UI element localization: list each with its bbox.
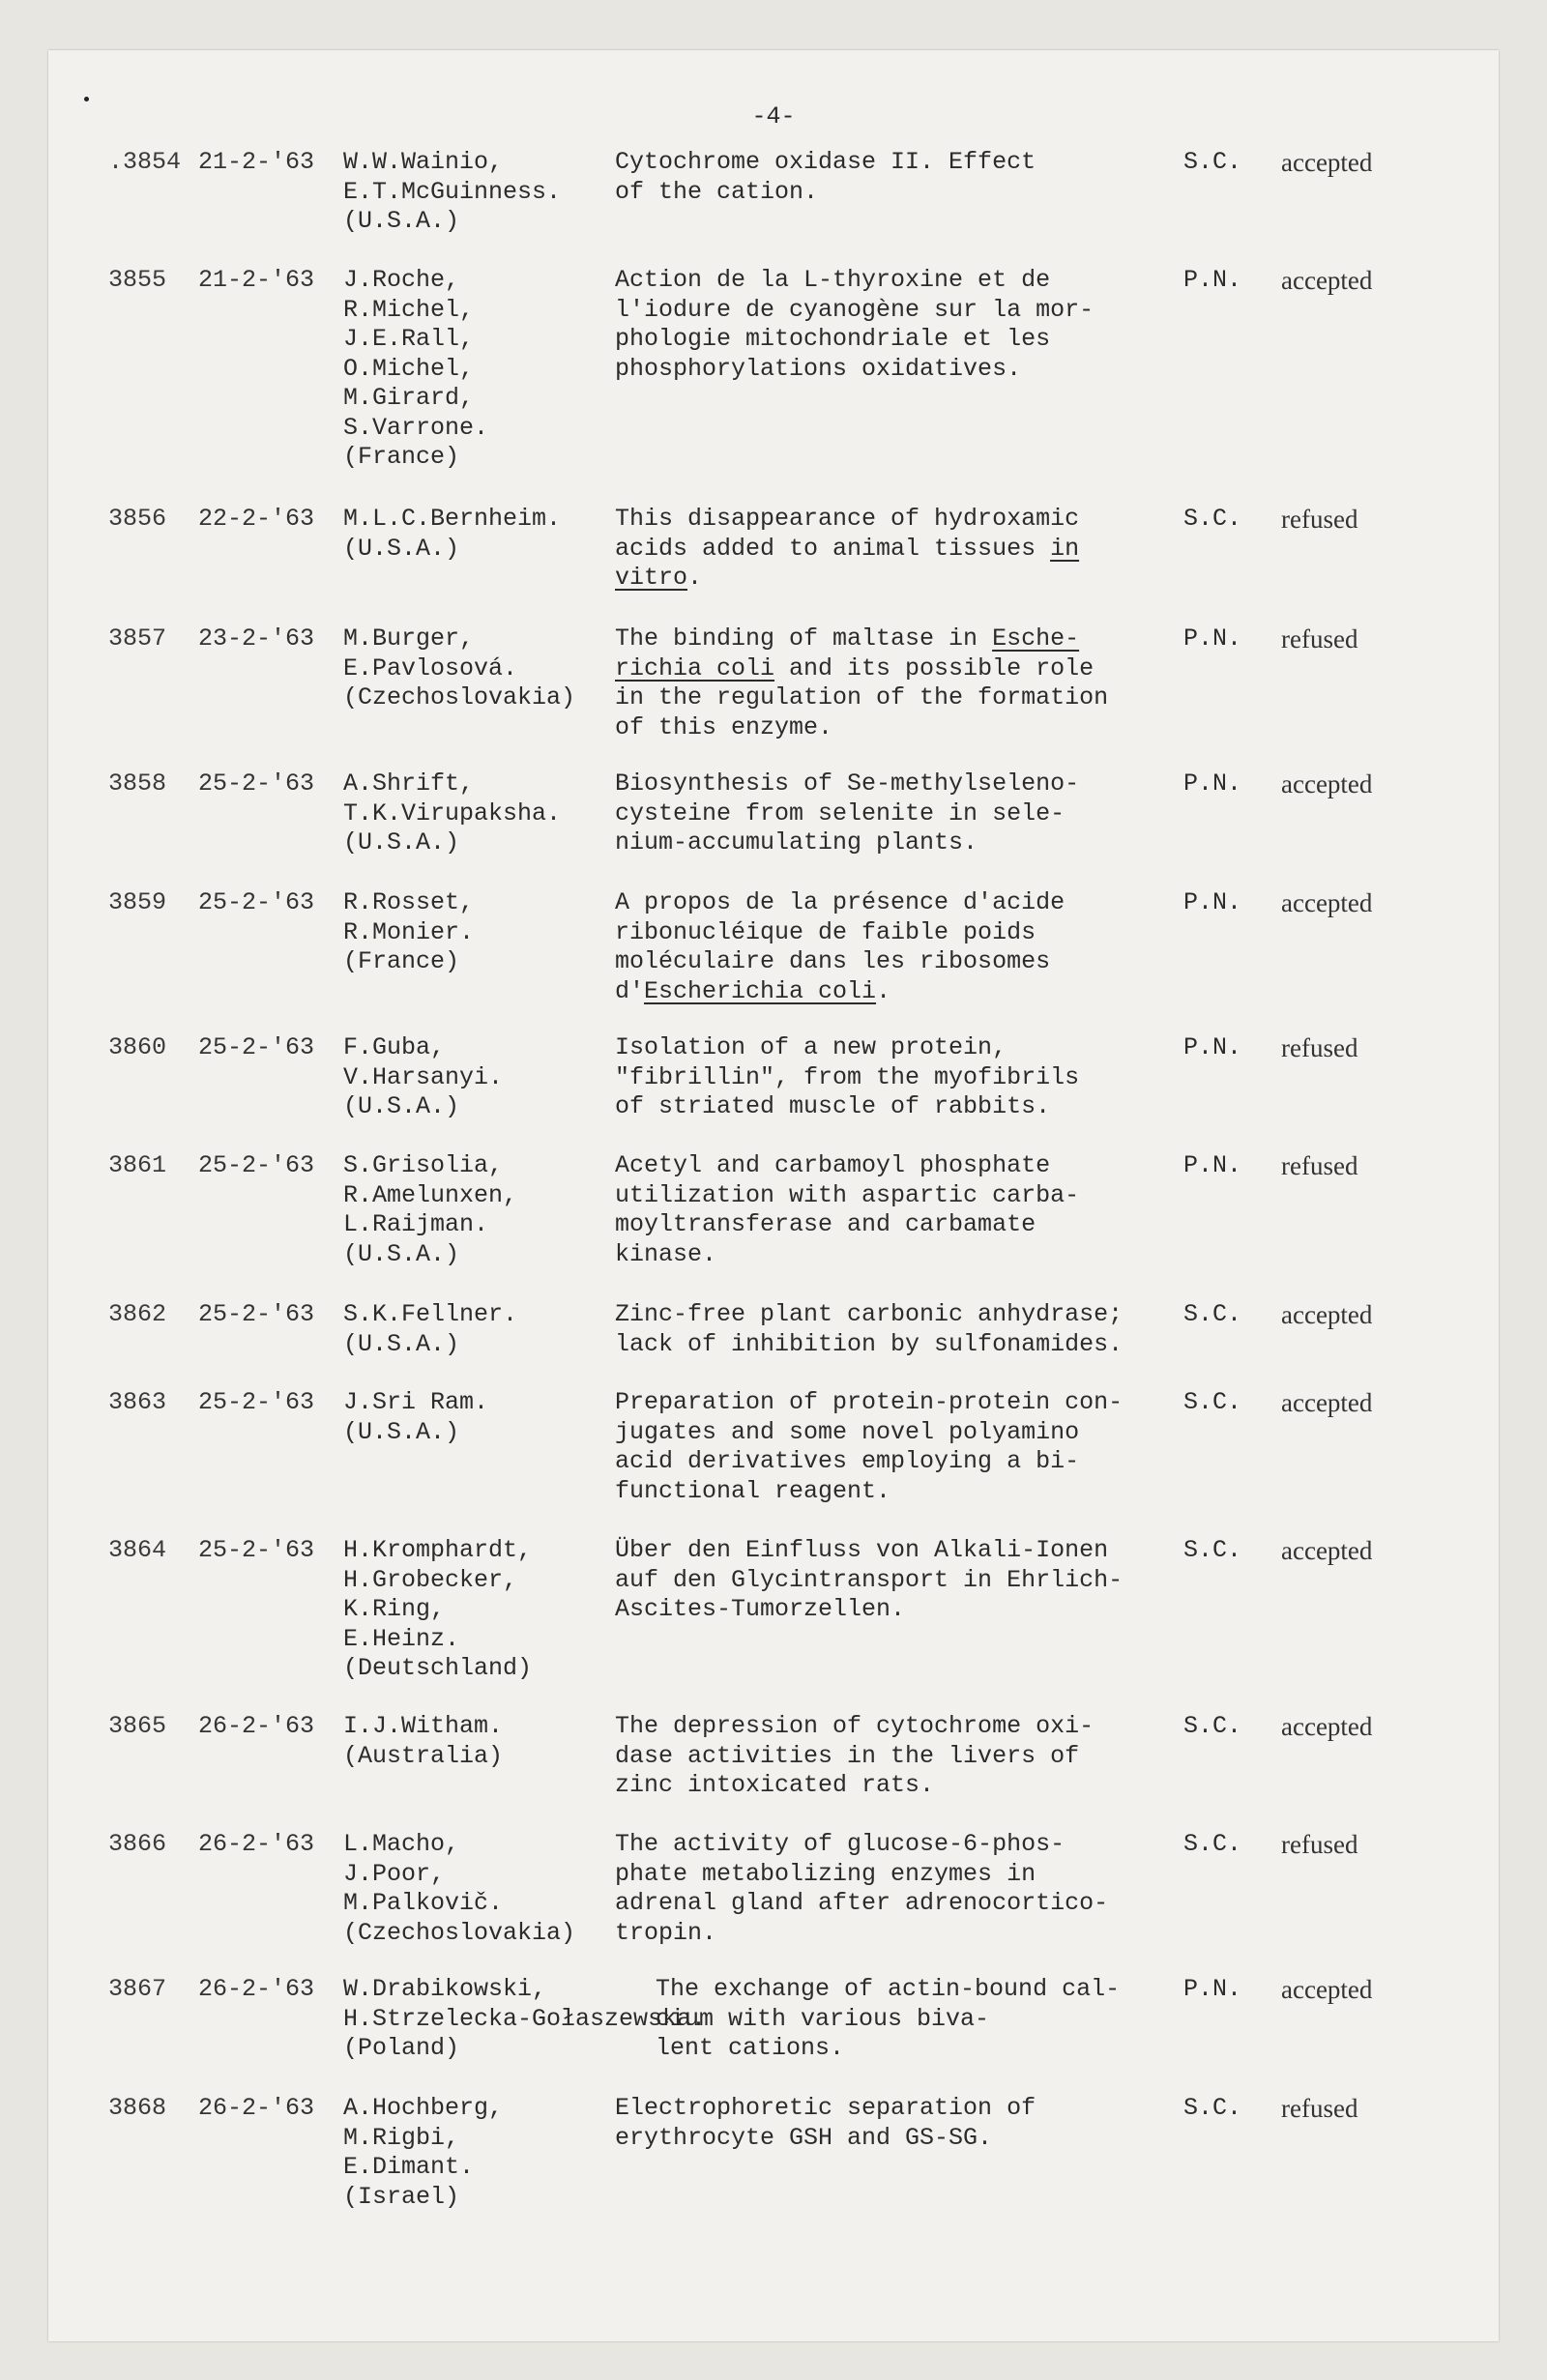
author-line: J.Roche, <box>343 266 460 294</box>
entry-date: 25-2-'63 <box>198 1151 315 1179</box>
title-line <box>615 1712 1176 1742</box>
title-line <box>615 1566 1176 1596</box>
title-line <box>615 769 1176 799</box>
author-line: H.Grobecker, <box>343 1565 518 1594</box>
entry-type: S.C. <box>1183 1300 1242 1328</box>
title-line <box>615 266 1176 296</box>
entry-date: 25-2-'63 <box>198 1300 315 1328</box>
author-line: W.Drabikowski, <box>343 1975 547 2003</box>
title-text: The exchange of actin-bound cal- <box>656 1975 1121 2003</box>
title-line <box>615 325 1176 355</box>
author-line: H.Strzelecka-Gołaszewska. <box>343 2004 707 2033</box>
title-text: Ascites-Tumorzellen. <box>615 1595 906 1623</box>
entry-authors <box>343 148 624 237</box>
title-text: erythrocyte GSH and GS-SG. <box>615 2123 993 2152</box>
title-text: in the regulation of the formation <box>615 683 1109 711</box>
title-line <box>615 1919 1176 1949</box>
entry-authors <box>343 1033 624 1122</box>
title-text: ribonucléique de faible poids <box>615 917 1036 946</box>
title-text: This disappearance of hydroxamic <box>615 505 1080 533</box>
author-line: I.J.Witham. <box>343 1712 504 1740</box>
entry-status: refused <box>1281 505 1358 534</box>
title-line <box>615 1210 1176 1240</box>
author-line: O.Michel, <box>343 354 475 383</box>
entry-title <box>615 1830 1176 1948</box>
title-text: auf den Glycintransport in Ehrlich- <box>615 1565 1124 1594</box>
entry-number: 3863 <box>108 1388 167 1416</box>
author-line: W.W.Wainio, <box>343 148 504 176</box>
entry-type: P.N. <box>1183 769 1242 798</box>
author-line: J.E.Rall, <box>343 325 475 353</box>
entry-status: accepted <box>1281 888 1373 917</box>
entry-number: 3865 <box>108 1712 167 1740</box>
author-line: L.Macho, <box>343 1830 460 1858</box>
entry-type: S.C. <box>1183 1830 1242 1858</box>
author-line: A.Shrift, <box>343 769 475 798</box>
entry-authors <box>343 1830 624 1948</box>
entry-type: S.C. <box>1183 1536 1242 1564</box>
title-line <box>615 355 1176 385</box>
author-line: J.Poor, <box>343 1859 446 1888</box>
title-text: dase activities in the livers of <box>615 1741 1080 1770</box>
entry-number: 3859 <box>108 888 167 916</box>
entry-authors <box>343 1975 707 2064</box>
entry-status: refused <box>1281 2094 1358 2123</box>
entry-date: 25-2-'63 <box>198 769 315 798</box>
author-line: R.Monier. <box>343 917 475 946</box>
title-text: Biosynthesis of Se-methylseleno- <box>615 769 1080 798</box>
entry-date: 25-2-'63 <box>198 888 315 916</box>
entry-status: accepted <box>1281 1388 1373 1417</box>
title-line <box>615 1536 1176 1566</box>
title-text: The binding of maltase in <box>615 624 993 653</box>
title-text: moléculaire dans les ribosomes <box>615 947 1051 975</box>
title-line <box>656 2005 1216 2035</box>
title-line <box>615 1889 1176 1919</box>
title-line <box>615 1063 1176 1093</box>
title-text: lack of inhibition by sulfonamides. <box>615 1329 1124 1358</box>
title-line <box>615 1830 1176 1860</box>
title-text: tropin. <box>615 1918 717 1947</box>
entry-authors <box>343 769 624 858</box>
underlined-text: richia coli <box>615 653 775 682</box>
title-line <box>615 1240 1176 1270</box>
entry-title <box>615 266 1176 384</box>
title-line <box>615 624 1176 654</box>
title-text: zinc intoxicated rats. <box>615 1771 935 1799</box>
entry-title <box>615 624 1176 742</box>
author-line: (U.S.A.) <box>343 1239 460 1268</box>
title-text: of this enzyme. <box>615 712 833 741</box>
entry-type: P.N. <box>1183 1975 1242 2003</box>
author-line: (Poland) <box>343 2034 460 2062</box>
author-line: (U.S.A.) <box>343 828 460 856</box>
title-line <box>615 1151 1176 1181</box>
title-line <box>615 1388 1176 1418</box>
title-line <box>615 683 1176 713</box>
title-line <box>615 178 1176 208</box>
title-text: Preparation of protein-protein con- <box>615 1388 1124 1416</box>
author-line: (Israel) <box>343 2182 460 2211</box>
title-line <box>615 713 1176 743</box>
title-line <box>615 505 1176 535</box>
entry-title <box>615 1388 1176 1506</box>
author-line: (U.S.A.) <box>343 207 460 235</box>
title-line <box>615 1742 1176 1772</box>
author-line: (Czechoslovakia) <box>343 683 576 711</box>
title-line <box>656 1975 1216 2005</box>
entry-title <box>615 1712 1176 1801</box>
entry-type: P.N. <box>1183 624 1242 653</box>
entry-date: 25-2-'63 <box>198 1388 315 1416</box>
title-line <box>615 654 1176 684</box>
title-text: The depression of cytochrome oxi- <box>615 1712 1095 1740</box>
entry-status: refused <box>1281 624 1358 653</box>
title-text: d' <box>615 976 645 1005</box>
author-line: E.Dimant. <box>343 2153 475 2181</box>
title-text: utilization with aspartic carba- <box>615 1180 1080 1209</box>
author-line: H.Kromphardt, <box>343 1536 533 1564</box>
entry-date: 26-2-'63 <box>198 1975 315 2003</box>
entry-date: 25-2-'63 <box>198 1536 315 1564</box>
title-line <box>615 2124 1176 2154</box>
entry-number: 3856 <box>108 505 167 533</box>
entry-type: P.N. <box>1183 266 1242 294</box>
author-line: K.Ring, <box>343 1595 446 1623</box>
title-text: Isolation of a new protein, <box>615 1033 1007 1061</box>
title-text: Zinc-free plant carbonic anhydrase; <box>615 1300 1124 1328</box>
entry-title <box>615 1033 1176 1122</box>
author-line: L.Raijman. <box>343 1210 489 1238</box>
entry-date: 25-2-'63 <box>198 1033 315 1061</box>
title-text: phosphorylations oxidatives. <box>615 354 1022 383</box>
title-line <box>615 1595 1176 1625</box>
entry-date: 26-2-'63 <box>198 1830 315 1858</box>
title-line <box>615 888 1176 918</box>
entry-number: 3862 <box>108 1300 167 1328</box>
entry-title <box>615 148 1176 207</box>
title-text: cium with various biva- <box>656 2004 990 2033</box>
title-line <box>615 1092 1176 1122</box>
entry-status: accepted <box>1281 769 1373 798</box>
entry-title <box>615 888 1176 1006</box>
entry-number: 3861 <box>108 1151 167 1179</box>
entry-type: P.N. <box>1183 888 1242 916</box>
title-line <box>656 2034 1216 2064</box>
title-line <box>615 148 1176 178</box>
author-line: M.Palkovič. <box>343 1889 504 1917</box>
title-text: l'iodure de cyanogène sur la mor- <box>615 295 1095 324</box>
entry-number: 3864 <box>108 1536 167 1564</box>
title-text: kinase. <box>615 1239 717 1268</box>
author-line: E.T.McGuinness. <box>343 177 562 206</box>
entry-number: 3867 <box>108 1975 167 2003</box>
entry-number: 3857 <box>108 624 167 653</box>
title-text: "fibrillin", from the myofibrils <box>615 1062 1080 1091</box>
entry-title <box>615 1300 1176 1359</box>
title-text: phologie mitochondriale et les <box>615 325 1051 353</box>
author-line: A.Hochberg, <box>343 2094 504 2122</box>
entry-date: 21-2-'63 <box>198 266 315 294</box>
author-line: (France) <box>343 443 460 471</box>
entry-title <box>615 505 1176 594</box>
title-text: functional reagent. <box>615 1476 891 1505</box>
title-text: The activity of glucose-6-phos- <box>615 1830 1065 1858</box>
author-line: F.Guba, <box>343 1033 446 1061</box>
author-line: (U.S.A.) <box>343 1092 460 1120</box>
entry-authors <box>343 1712 624 1771</box>
entry-title <box>656 1975 1216 2064</box>
author-line: (U.S.A.) <box>343 1417 460 1446</box>
title-text: . <box>687 564 703 592</box>
entry-title <box>615 2094 1176 2153</box>
author-line: M.Rigbi, <box>343 2123 460 2152</box>
entry-status: refused <box>1281 1830 1358 1859</box>
entry-status: accepted <box>1281 266 1373 295</box>
title-line <box>615 1033 1176 1063</box>
entry-authors <box>343 505 624 564</box>
entry-title <box>615 1536 1176 1625</box>
title-line <box>615 296 1176 326</box>
author-line: S.K.Fellner. <box>343 1300 518 1328</box>
entry-number: 3855 <box>108 266 167 294</box>
title-line <box>615 918 1176 948</box>
title-text: jugates and some novel polyamino <box>615 1417 1080 1446</box>
entry-authors <box>343 2094 624 2212</box>
author-line: (U.S.A.) <box>343 534 460 563</box>
title-text: cysteine from selenite in sele- <box>615 798 1065 827</box>
entry-type: S.C. <box>1183 505 1242 533</box>
title-text: Electrophoretic separation of <box>615 2094 1036 2122</box>
entry-type: P.N. <box>1183 1151 1242 1179</box>
entry-authors <box>343 888 624 977</box>
title-text: acids added to animal tissues <box>615 534 1051 563</box>
entry-type: S.C. <box>1183 1712 1242 1740</box>
title-text: lent cations. <box>656 2034 845 2062</box>
entry-authors <box>343 1536 624 1684</box>
entry-number: 3858 <box>108 769 167 798</box>
title-line <box>615 977 1176 1007</box>
title-line <box>615 1771 1176 1801</box>
title-text: adrenal gland after adrenocortico- <box>615 1889 1109 1917</box>
author-line: R.Amelunxen, <box>343 1180 518 1209</box>
title-line <box>615 564 1176 594</box>
title-line <box>615 1300 1176 1330</box>
title-line <box>615 535 1176 565</box>
entry-status: accepted <box>1281 1536 1373 1565</box>
title-text: Über den Einfluss von Alkali-Ionen <box>615 1536 1109 1564</box>
entry-status: accepted <box>1281 148 1373 177</box>
entry-number: 3860 <box>108 1033 167 1061</box>
title-text: of the cation. <box>615 177 819 206</box>
entry-status: accepted <box>1281 1712 1373 1741</box>
author-line: M.Girard, <box>343 384 475 412</box>
entry-date: 21-2-'63 <box>198 148 315 176</box>
title-line <box>615 1418 1176 1448</box>
title-text: A propos de la présence d'acide <box>615 888 1065 916</box>
title-text: acid derivatives employing a bi- <box>615 1447 1080 1475</box>
title-text: and its possible role <box>774 653 1095 682</box>
author-line: M.Burger, <box>343 624 475 653</box>
title-text: nium-accumulating plants. <box>615 828 978 856</box>
entry-type: S.C. <box>1183 148 1242 176</box>
entry-authors <box>343 1300 624 1359</box>
entry-status: accepted <box>1281 1300 1373 1329</box>
author-line: S.Varrone. <box>343 413 489 442</box>
entry-type: S.C. <box>1183 2094 1242 2122</box>
title-line <box>615 1477 1176 1507</box>
author-line: E.Pavlosová. <box>343 653 518 682</box>
entry-status: accepted <box>1281 1975 1373 2004</box>
entry-number: 3868 <box>108 2094 167 2122</box>
page-number: -4- <box>751 102 796 131</box>
author-line: R.Rosset, <box>343 888 475 916</box>
title-line <box>615 947 1176 977</box>
entry-status: refused <box>1281 1151 1358 1180</box>
entry-authors <box>343 1388 624 1447</box>
title-text: Cytochrome oxidase II. Effect <box>615 148 1036 176</box>
author-line: M.L.C.Bernheim. <box>343 505 562 533</box>
author-line: (Deutschland) <box>343 1654 533 1682</box>
author-line: (France) <box>343 947 460 975</box>
title-line <box>615 1447 1176 1477</box>
page-mark <box>84 97 89 102</box>
author-line: T.K.Virupaksha. <box>343 798 562 827</box>
title-line <box>615 799 1176 829</box>
title-line <box>615 1860 1176 1890</box>
author-line: (U.S.A.) <box>343 1329 460 1358</box>
entry-number: .3854 <box>108 148 182 176</box>
entry-type: S.C. <box>1183 1388 1242 1416</box>
title-text: of striated muscle of rabbits. <box>615 1092 1051 1120</box>
entry-type: P.N. <box>1183 1033 1242 1061</box>
entry-title <box>615 769 1176 858</box>
title-line <box>615 1181 1176 1211</box>
author-line: J.Sri Ram. <box>343 1388 489 1416</box>
entry-date: 22-2-'63 <box>198 505 315 533</box>
title-text: Acetyl and carbamoyl phosphate <box>615 1151 1051 1179</box>
author-line: E.Heinz. <box>343 1624 460 1653</box>
title-text: phate metabolizing enzymes in <box>615 1859 1036 1888</box>
underlined-text: Esche- <box>992 624 1080 653</box>
entry-number: 3866 <box>108 1830 167 1858</box>
entry-date: 26-2-'63 <box>198 1712 315 1740</box>
underlined-text: vitro <box>615 564 688 592</box>
title-text: Action de la L-thyroxine et de <box>615 266 1051 294</box>
entry-status: refused <box>1281 1033 1358 1062</box>
title-line <box>615 2094 1176 2124</box>
entry-authors <box>343 1151 624 1269</box>
author-line: (Australia) <box>343 1741 504 1770</box>
underlined-text: in <box>1050 534 1080 563</box>
entry-authors <box>343 266 624 473</box>
author-line: (Czechoslovakia) <box>343 1918 576 1947</box>
title-text: . <box>876 976 891 1005</box>
underlined-text: Escherichia coli <box>644 976 877 1005</box>
title-text: moyltransferase and carbamate <box>615 1210 1036 1238</box>
author-line: R.Michel, <box>343 295 475 324</box>
entry-date: 23-2-'63 <box>198 624 315 653</box>
author-line: V.Harsanyi. <box>343 1062 504 1091</box>
entry-date: 26-2-'63 <box>198 2094 315 2122</box>
author-line: S.Grisolia, <box>343 1151 504 1179</box>
title-line <box>615 828 1176 858</box>
entry-title <box>615 1151 1176 1269</box>
entry-authors <box>343 624 624 713</box>
title-line <box>615 1330 1176 1360</box>
